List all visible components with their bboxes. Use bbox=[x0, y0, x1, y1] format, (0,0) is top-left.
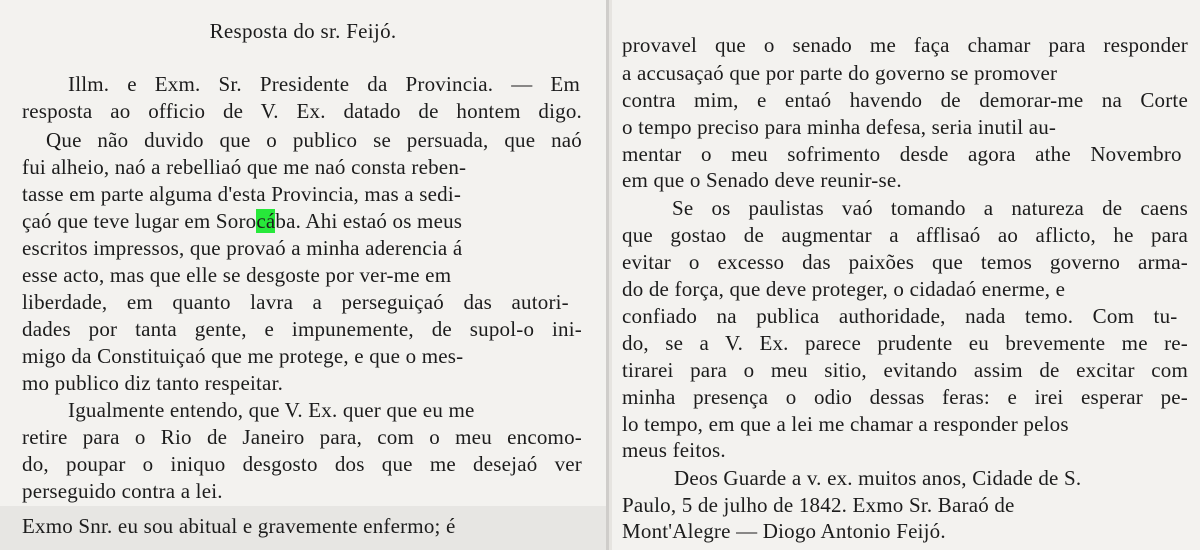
text-line: lo tempo, em que a lei me chamar a responder pelos bbox=[622, 412, 1069, 436]
article-title: Resposta do sr. Feijó. bbox=[209, 19, 397, 43]
text-line: resposta ao officio de V. Ex. datado de hontem digo. bbox=[22, 99, 582, 123]
text-line: que gostao de augmentar a afflisaó ao aflicto, he para bbox=[622, 223, 1188, 247]
text-line: o tempo preciso para minha defesa, seria inutil au- bbox=[622, 115, 1057, 139]
text-line: perseguido contra a lei. bbox=[22, 479, 223, 503]
text-line: provavel que o senado me faça chamar para responder bbox=[622, 33, 1188, 57]
text-line: escritos impressos, que provaó a minha aderencia á bbox=[22, 236, 463, 260]
text-line: Exmo Snr. eu sou abitual e gravemente enfermo; é bbox=[22, 514, 456, 538]
text-line: mo publico diz tanto respeitar. bbox=[22, 371, 284, 395]
text-line: do, se a V. Ex. parece prudente eu brevemente me re- bbox=[622, 331, 1188, 355]
text-segment: ba. Ahi estaó os meus bbox=[275, 209, 463, 233]
text-line: meus feitos. bbox=[622, 438, 726, 462]
text-line: liberdade, em quanto lavra a perseguiçaó das autori- bbox=[22, 290, 569, 314]
text-line: do, poupar o iniquo desgosto dos que me desejaó ver bbox=[22, 452, 582, 476]
text-line: migo da Constituiçaó que me protege, e que o mes- bbox=[22, 344, 464, 368]
text-line: mentar o meu sofrimento desde agora athe Novembro bbox=[622, 142, 1182, 166]
text-line: Se os paulistas vaó tomando a natureza de caens bbox=[672, 196, 1188, 220]
text-line: evitar o excesso das paixões que temos governo arma- bbox=[622, 250, 1188, 274]
text-line: a accusaçaó que por parte do governo se promover bbox=[622, 61, 1058, 85]
highlight-mark: cá bbox=[256, 209, 276, 233]
text-line: tirarei para o meu sitio, evitando assim de excitar com bbox=[622, 358, 1188, 382]
text-line: Deos Guarde a v. ex. muitos anos, Cidade de S. bbox=[674, 466, 1082, 490]
text-line: em que o Senado deve reunir-se. bbox=[622, 168, 902, 192]
text-line: minha presença o odio dessas feras: e irei esperar pe- bbox=[622, 385, 1188, 409]
right-column bbox=[612, 0, 1200, 550]
text-line: Paulo, 5 de julho de 1842. Exmo Sr. Baraó de bbox=[622, 493, 1015, 517]
text-line: confiado na publica authoridade, nada temo. Com tu- bbox=[622, 304, 1178, 328]
text-line: Mont'Alegre — Diogo Antonio Feijó. bbox=[622, 519, 946, 543]
column-divider bbox=[606, 0, 609, 550]
text-line: do de força, que deve proteger, o cidadaó enerme, e bbox=[622, 277, 1066, 301]
text-line: Illm. e Exm. Sr. Presidente da Provincia. — Em bbox=[68, 72, 580, 96]
text-line: tasse em parte alguma d'esta Provincia, mas a sedi- bbox=[22, 182, 462, 206]
text-line: Igualmente entendo, que V. Ex. quer que eu me bbox=[68, 398, 475, 422]
text-line: fui alheio, naó a rebelliaó que me naó consta reben- bbox=[22, 155, 467, 179]
text-line: Que não duvido que o publico se persuada, que naó bbox=[46, 128, 582, 152]
text-line: esse acto, mas que elle se desgoste por ver-me em bbox=[22, 263, 452, 287]
text-segment: çaó que teve lugar em Soro bbox=[22, 209, 257, 233]
text-line: retire para o Rio de Janeiro para, com o meu encomo- bbox=[22, 425, 582, 449]
text-line: dades por tanta gente, e impunemente, de supol-o ini- bbox=[22, 317, 582, 341]
text-line: contra mim, e entaó havendo de demorar-me na Corte bbox=[622, 88, 1188, 112]
text-line-sorocaba bbox=[22, 208, 462, 235]
